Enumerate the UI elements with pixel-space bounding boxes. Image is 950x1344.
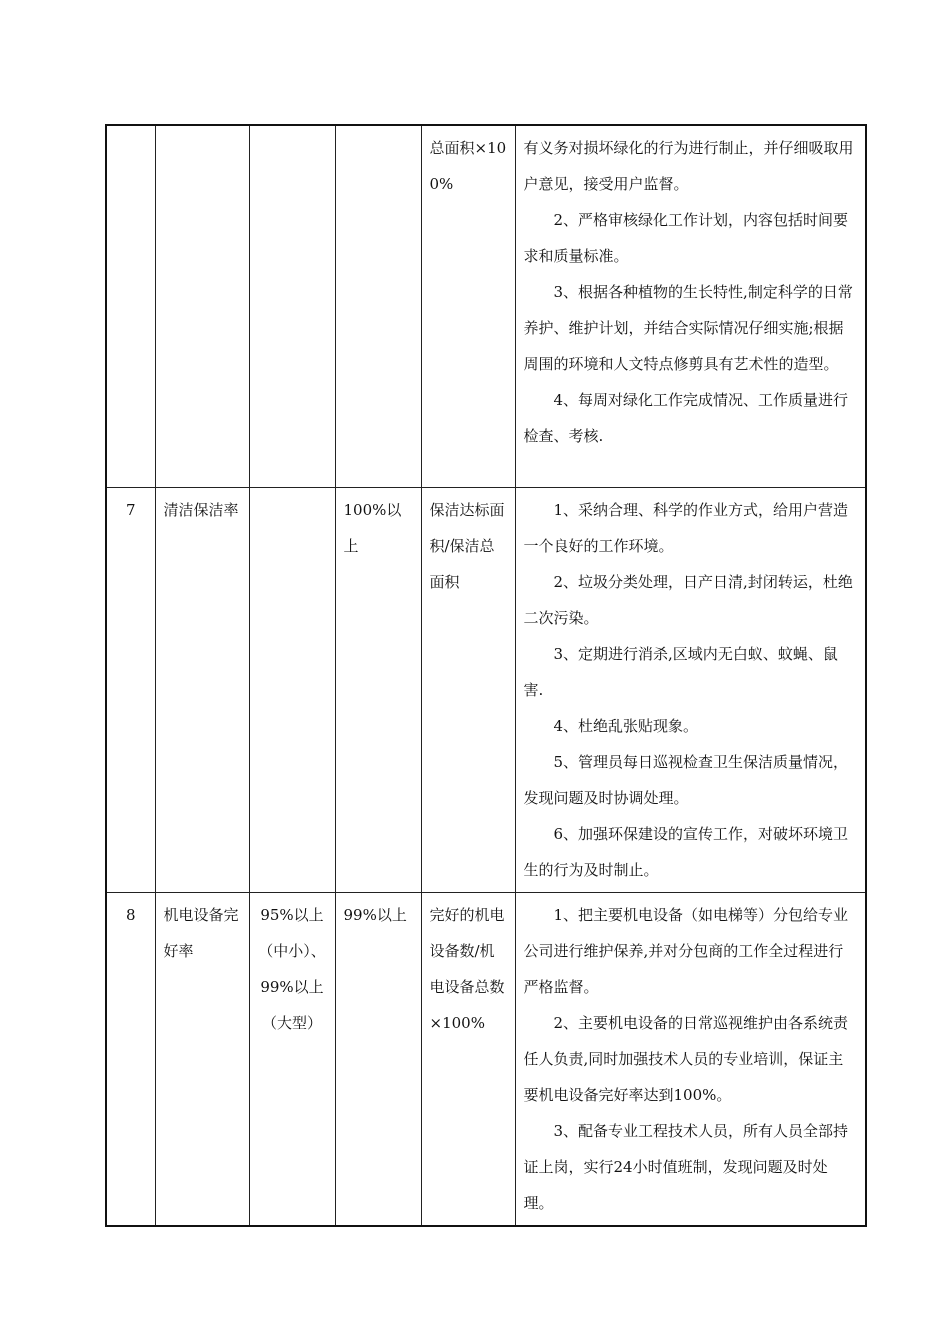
national-standard (249, 125, 335, 488)
measure-item: 1、采纳合理、科学的作业方式，给用户营造一个良好的工作环境。 (523, 501, 849, 555)
measure-item: 3、定期进行消杀,区域内无白蚁、蚊蝇、鼠害. (523, 645, 838, 699)
measure-item: 6、加强环保建设的宣传工作，对破坏环境卫生的行为及时制止。 (523, 825, 849, 879)
measure-item: 4、每周对绿化工作完成情况、工作质量进行检查、考核. (523, 391, 849, 445)
indicator-name: 机电设备完好率 (155, 893, 249, 1227)
calculation-formula: 保洁达标面积/保洁总面积 (421, 488, 515, 893)
standards-table (105, 124, 867, 1227)
measures-cell (515, 125, 866, 488)
target-value (335, 125, 421, 488)
measure-item: 2、主要机电设备的日常巡视维护由各系统责任人负责,同时加强技术人员的专业培训，保证主要机电设备完好率达到100%。 (523, 1014, 849, 1104)
target-value: 99%以上 (335, 893, 421, 1227)
row-number (106, 125, 155, 488)
measures-cell (515, 893, 866, 1227)
calculation-formula: 总面积×100% (421, 125, 515, 488)
measure-item: 1、把主要机电设备（如电梯等）分包给专业公司进行维护保养,并对分包商的工作全过程进行严格监督。 (523, 906, 849, 996)
row-number: 7 (106, 488, 155, 893)
measure-item: 4、杜绝乱张贴现象。 (553, 717, 699, 735)
table-row (106, 125, 866, 488)
measure-item: 5、管理员每日巡视检查卫生保洁质量情况，发现问题及时协调处理。 (523, 753, 849, 807)
row-number: 8 (106, 893, 155, 1227)
national-standard (249, 488, 335, 893)
indicator-name: 清洁保洁率 (155, 488, 249, 893)
indicator-name (155, 125, 249, 488)
table-row (106, 893, 866, 1227)
table-row (106, 488, 866, 893)
target-value: 100%以上 (335, 488, 421, 893)
measures-cell (515, 488, 866, 893)
measure-item: 2、严格审核绿化工作计划，内容包括时间要求和质量标准。 (523, 211, 849, 265)
national-standard: 95%以上（中小）、99%以上（大型） (249, 893, 335, 1227)
measure-item: 有义务对损坏绿化的行为进行制止，并仔细吸取用户意见，接受用户监督。 (523, 139, 854, 193)
calculation-formula: 完好的机电设备数/机电设备总数×100% (421, 893, 515, 1227)
measure-item: 3、根据各种植物的生长特性,制定科学的日常养护、维护计划，并结合实际情况仔细实施;根据周围的环境和人文特点修剪具有艺术性的造型。 (523, 283, 853, 373)
measure-item: 2、垃圾分类处理，日产日清,封闭转运，杜绝二次污染。 (523, 573, 853, 627)
measure-item: 3、配备专业工程技术人员，所有人员全部持证上岗，实行24小时值班制，发现问题及时处理。 (523, 1122, 849, 1212)
